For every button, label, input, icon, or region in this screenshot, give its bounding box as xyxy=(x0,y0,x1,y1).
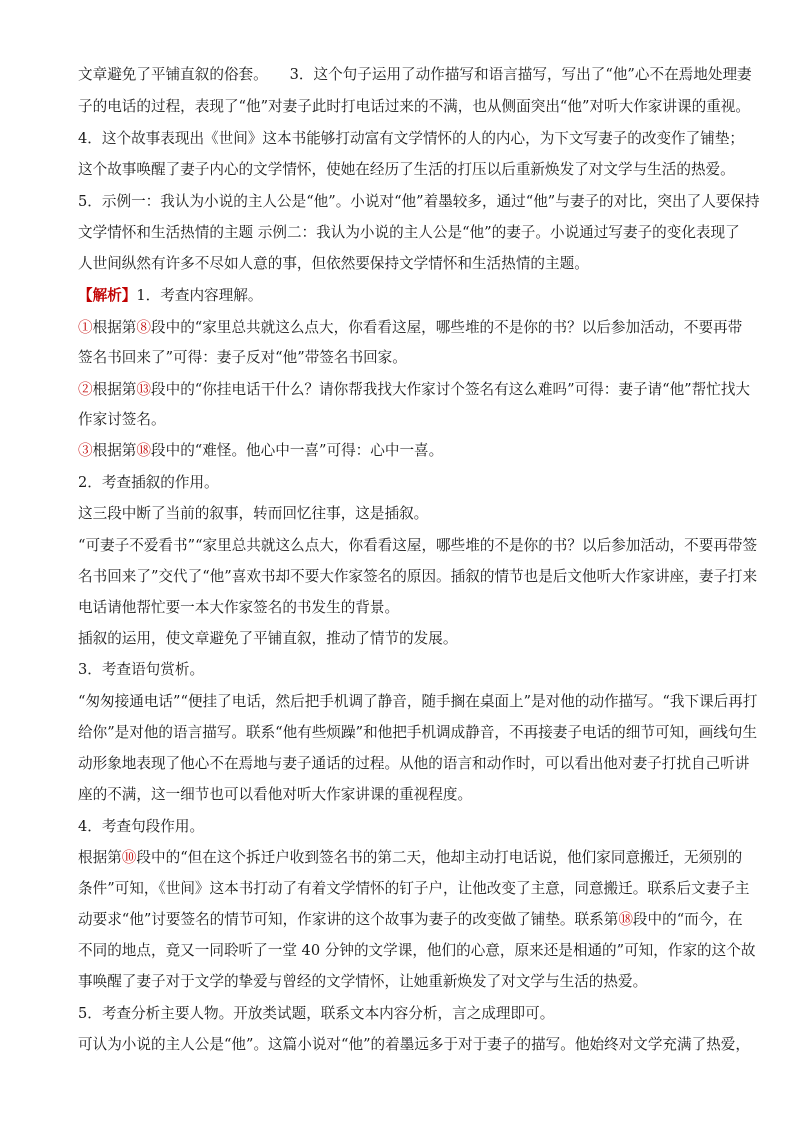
text-segment: 段中的“你挂电话干什么？请你帮我找大作家讨个签名有这么难吗”可得：妻子请“他”帮忙找大 xyxy=(151,381,751,398)
text-segment: 根据第 xyxy=(78,849,122,866)
text-line: 名书回来了”交代了“他”喜欢书却不要大作家签名的原因。插叙的情节也是后文他听大作家讲座，妻子打来 xyxy=(78,568,758,585)
text-line: 子的电话的过程，表现了“他”对妻子此时打电话过来的不满，也从侧面突出“他”对听大作家讲课的重视。 xyxy=(78,98,750,115)
text-line: 3．考查语句赏析。 xyxy=(78,661,205,678)
text-line: 可认为小说的主人公是“他”。这篇小说对“他”的着墨远多于对于妻子的描写。他始终对文学充满了热爱， xyxy=(78,1036,750,1053)
text-line xyxy=(78,317,743,339)
text-line: 插叙的运用，使文章避免了平铺直叙，推动了情节的发展。 xyxy=(78,630,458,647)
text-line: 作家讨签名。 xyxy=(78,411,166,428)
text-segment: 段中的“而今，在 xyxy=(632,911,743,928)
text-line: 座的不满，这一细节也可以看他对听大作家讲课的重视程度。 xyxy=(78,786,473,803)
text-line: 文学情怀和生活热情的主题 示例二：我认为小说的主人公是“他”的妻子。小说通过写妻子的变化表现了 xyxy=(78,224,740,241)
text-line: 签名书回来了”可得：妻子反对“他”带签名书回家。 xyxy=(78,349,407,366)
text-segment: 段中的“但在这个拆迁户收到签名书的第二天，他却主动打电话说，他们家同意搬迁，无须别的 xyxy=(136,849,743,866)
text-line: 5．示例一：我认为小说的主人公是“他”。小说对“他”着墨较多，通过“他”与妻子的对比，突出了人要保持 xyxy=(78,193,760,210)
text-line: 动形象地表现了他心不在焉地与妻子通话的过程。从他的语言和动作时，可以看出他对妻子打扰自己听讲 xyxy=(78,755,750,772)
text-line xyxy=(78,440,718,462)
text-segment: 根据第 xyxy=(92,381,137,398)
paragraph-number: ⑧ xyxy=(136,319,152,336)
text-line: 这个故事唤醒了妻子内心的文学情怀，使她在经历了生活的打压以后重新焕发了对文学与生活的热爱。 xyxy=(78,161,735,178)
text-segment: 根据第 xyxy=(92,442,137,459)
text-line: “匆匆接通电话”“便挂了电话，然后把手机调了静音，随手搁在桌面上”是对他的动作描写。“我下课后再打 xyxy=(78,693,758,710)
text-line xyxy=(78,379,751,401)
text-line: 条件”可知，《世间》这本书打动了有着文学情怀的钉子户，让他改变了主意，同意搬迁。联系后文妻子主 xyxy=(78,880,750,897)
text-line: 4．这个故事表现出《世间》这本书能够打动富有文学情怀的人的内心，为下文写妻子的改变作了铺垫； xyxy=(78,130,745,147)
circled-marker: ③ xyxy=(78,442,93,459)
text-line: 2．考查插叙的作用。 xyxy=(78,474,219,491)
text-line: “可妻子不爱看书”“家里总共就这么点大，你看看这屋，哪些堆的不是你的书？以后参加活动，不要再带签 xyxy=(78,537,758,554)
circled-marker: ① xyxy=(78,319,93,336)
text-line: 这三段中断了当前的叙事，转而回忆往事，这是插叙。 xyxy=(78,505,429,522)
text-segment: 根据第 xyxy=(92,319,137,336)
text-segment: 1．考查内容理解。 xyxy=(136,287,263,304)
text-line xyxy=(78,847,743,869)
text-line: 文章避免了平铺直叙的俗套。 3．这个句子运用了动作描写和语言描写，写出了“他”心不在焉地处理妻 xyxy=(78,66,752,83)
analysis-label: 【解析】 xyxy=(78,287,137,304)
paragraph-number: ⑩ xyxy=(121,849,137,866)
text-line: 人世间纵然有许多不尽如人意的事，但依然要保持文学情怀和生活热情的主题。 xyxy=(78,255,589,272)
text-line: 事唤醒了妻子对于文学的挚爱与曾经的文学情怀，让她重新焕发了对文学与生活的热爱。 xyxy=(78,973,648,990)
text-segment: 段中的“家里总共就这么点大，你看看这屋，哪些堆的不是你的书？以后参加活动，不要再带 xyxy=(151,319,743,336)
paragraph-number: ⑬ xyxy=(136,381,152,398)
paragraph-number: ⑱ xyxy=(136,442,152,459)
text-segment: 动要求“他”讨要签名的情节可知，作家讲的这个故事为妻子的改变做了铺垫。联系第 xyxy=(78,911,619,928)
text-line: 电话请他帮忙要一本大作家签名的书发生的背景。 xyxy=(78,599,400,616)
text-line: 4．考查句段作用。 xyxy=(78,818,205,835)
paragraph-number: ⑱ xyxy=(618,911,633,928)
analysis-heading-line xyxy=(78,285,718,307)
text-segment: 段中的“难怪。他心中一喜”可得：心中一喜。 xyxy=(151,442,444,459)
circled-marker: ② xyxy=(78,381,93,398)
text-line xyxy=(78,909,743,931)
text-line: 不同的地点，竟又一同聆听了一堂 40 分钟的文学课，他们的心意，原来还是相通的”可知，作家的这个故 xyxy=(78,942,756,959)
text-line: 5．考查分析主要人物。开放类试题，联系文本内容分析，言之成理即可。 xyxy=(78,1005,555,1022)
text-line: 给你”是对他的语言描写。联系“他有些烦躁”和他把手机调成静音，不再接妻子电话的细节可知，画线句生 xyxy=(78,724,758,741)
